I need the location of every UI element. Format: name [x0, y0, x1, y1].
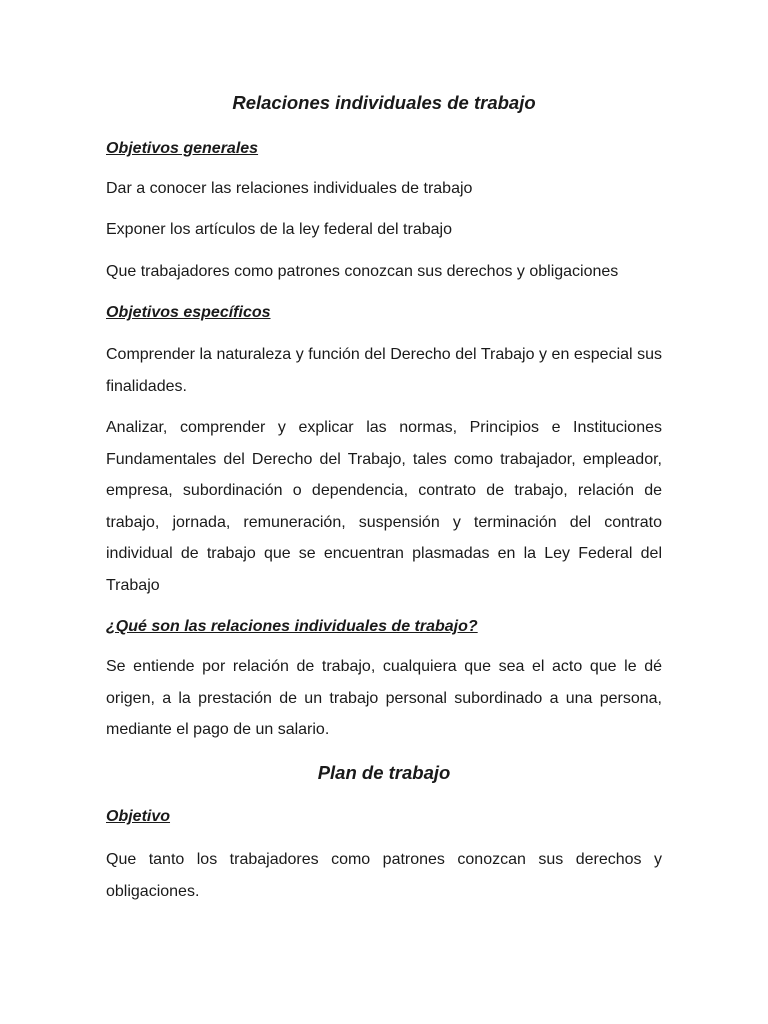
heading-objetivo: Objetivo [106, 808, 171, 825]
specific-objective-1: Comprender la naturaleza y función del Derecho del Trabajo y en especial sus finalidades. [106, 346, 662, 395]
specific-objective-2: Analizar, comprender y explicar las normas, Principios e Instituciones Fundamentales del Derecho del Trabajo, tales como trabajador, empleador, empresa, subordinación o dependencia, contrato de trabajo, relación de trabajo, jornada, remuneración, suspensión y terminación del contrato individual de trabajo que se encuentran plasmadas en la Ley Federal del Trabajo [106, 419, 662, 594]
heading-objetivos-especificos: Objetivos específicos [106, 304, 271, 321]
definition-paragraph: Se entiende por relación de trabajo, cualquiera que sea el acto que le dé origen, a la prestación de un trabajo personal subordinado a una persona, mediante el pago de un salario. [106, 658, 662, 738]
general-objective-2: Exponer los artículos de la ley federal del trabajo [106, 221, 452, 238]
heading-objetivos-generales: Objetivos generales [106, 140, 259, 157]
general-objective-3: Que trabajadores como patrones conozcan sus derechos y obligaciones [106, 263, 619, 280]
objective-paragraph: Que tanto los trabajadores como patrones conozcan sus derechos y obligaciones. [106, 851, 662, 900]
document-page [106, 0, 662, 1024]
general-objective-1: Dar a conocer las relaciones individuales de trabajo [106, 180, 473, 197]
document-title: Relaciones individuales de trabajo [232, 92, 536, 113]
plan-title: Plan de trabajo [317, 762, 451, 783]
heading-que-son-relaciones: ¿Qué son las relaciones individuales de trabajo? [106, 618, 478, 635]
